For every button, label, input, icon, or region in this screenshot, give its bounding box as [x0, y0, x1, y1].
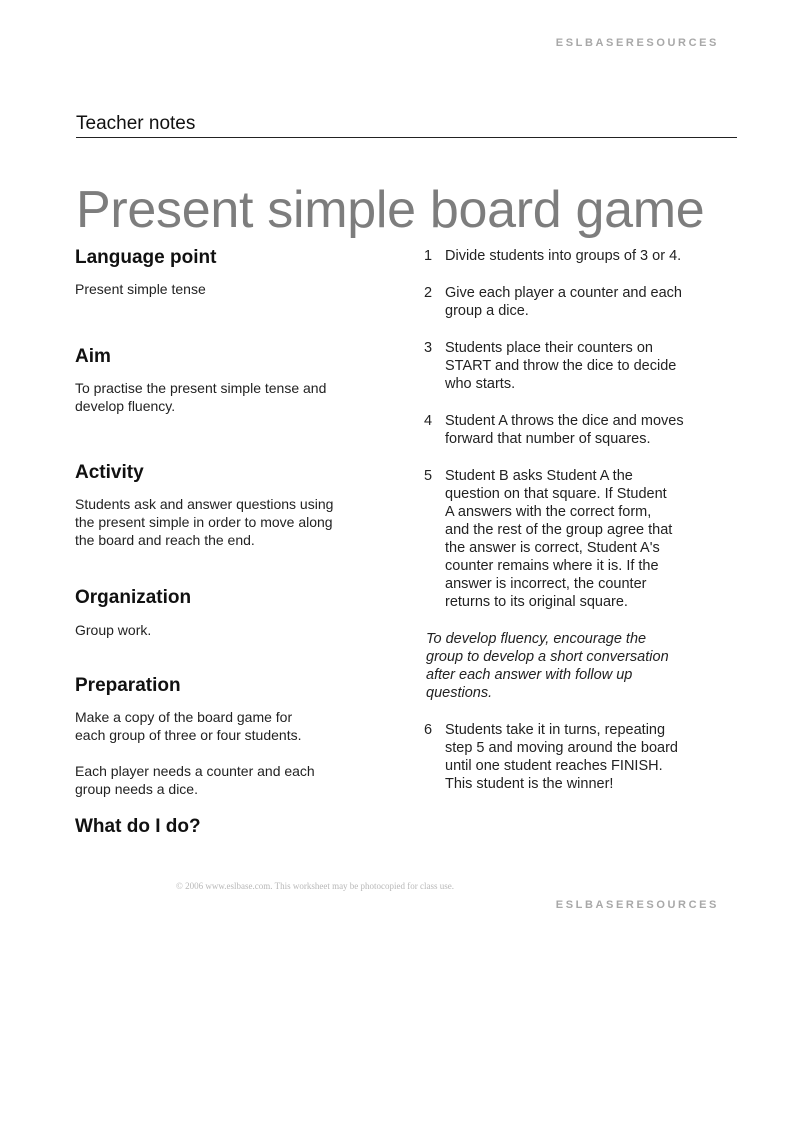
section-body-preparation-2: Each player needs a counter and each group needs a dice.	[75, 763, 315, 797]
page-title: Present simple board game	[76, 181, 705, 239]
step-text: Student B asks Student A the question on that square. If Student A answers with the correct form, and the rest of the group agree that the answer is correct, Student A's counter remains where it is. If the answer is incorrect, the counter returns to its original square.	[445, 468, 673, 610]
section-heading-aim: Aim	[75, 346, 111, 367]
step-text: Give each player a counter and each group a dice.	[445, 285, 682, 319]
section-heading-language-point: Language point	[75, 247, 217, 268]
section-body-preparation: Make a copy of the board game for each group of three or four students.	[75, 709, 302, 743]
copyright-footer: © 2006 www.eslbase.com. This worksheet may be photocopied for class use.	[176, 881, 455, 891]
step-number: 4	[424, 413, 433, 429]
section-heading-preparation: Preparation	[75, 675, 181, 696]
step-number: 2	[424, 285, 433, 301]
step-text: Students take it in turns, repeating step 5 and moving around the board until one student reaches FINISH. This student is the winner!	[445, 722, 678, 792]
brand-bottom: ESLBASERESOURCES	[555, 899, 719, 911]
step-item	[424, 284, 724, 320]
teacher-notes-heading: Teacher notes	[76, 113, 196, 134]
step-number: 3	[424, 340, 433, 356]
section-body-activity: Students ask and answer questions using the present simple in order to move along the board and reach the end.	[75, 496, 334, 548]
step-number: 6	[424, 722, 433, 738]
steps-column	[424, 247, 724, 793]
step-item	[424, 721, 724, 793]
section-body-language-point: Present simple tense	[75, 281, 206, 297]
section-heading-organization: Organization	[75, 587, 192, 608]
step-item	[424, 247, 724, 265]
brand-top: ESLBASERESOURCES	[555, 37, 719, 49]
step-text: Divide students into groups of 3 or 4.	[445, 248, 682, 264]
header-divider	[76, 137, 737, 138]
section-heading-activity: Activity	[75, 462, 144, 483]
left-column	[75, 246, 385, 839]
section-heading-what-do-i-do: What do I do?	[75, 816, 201, 837]
step-number: 5	[424, 468, 433, 484]
step-text: Student A throws the dice and moves forward that number of squares.	[445, 413, 684, 447]
section-body-organization: Group work.	[75, 622, 152, 638]
step-text: Students place their counters on START and throw the dice to decide who starts.	[445, 340, 677, 392]
fluency-tip: To develop fluency, encourage the group to develop a short conversation after each answer with follow up questions.	[426, 631, 669, 701]
step-item	[424, 467, 724, 611]
step-number: 1	[424, 248, 433, 264]
section-body-aim: To practise the present simple tense and develop fluency.	[75, 380, 327, 414]
step-item	[424, 412, 724, 448]
step-item	[424, 339, 724, 393]
